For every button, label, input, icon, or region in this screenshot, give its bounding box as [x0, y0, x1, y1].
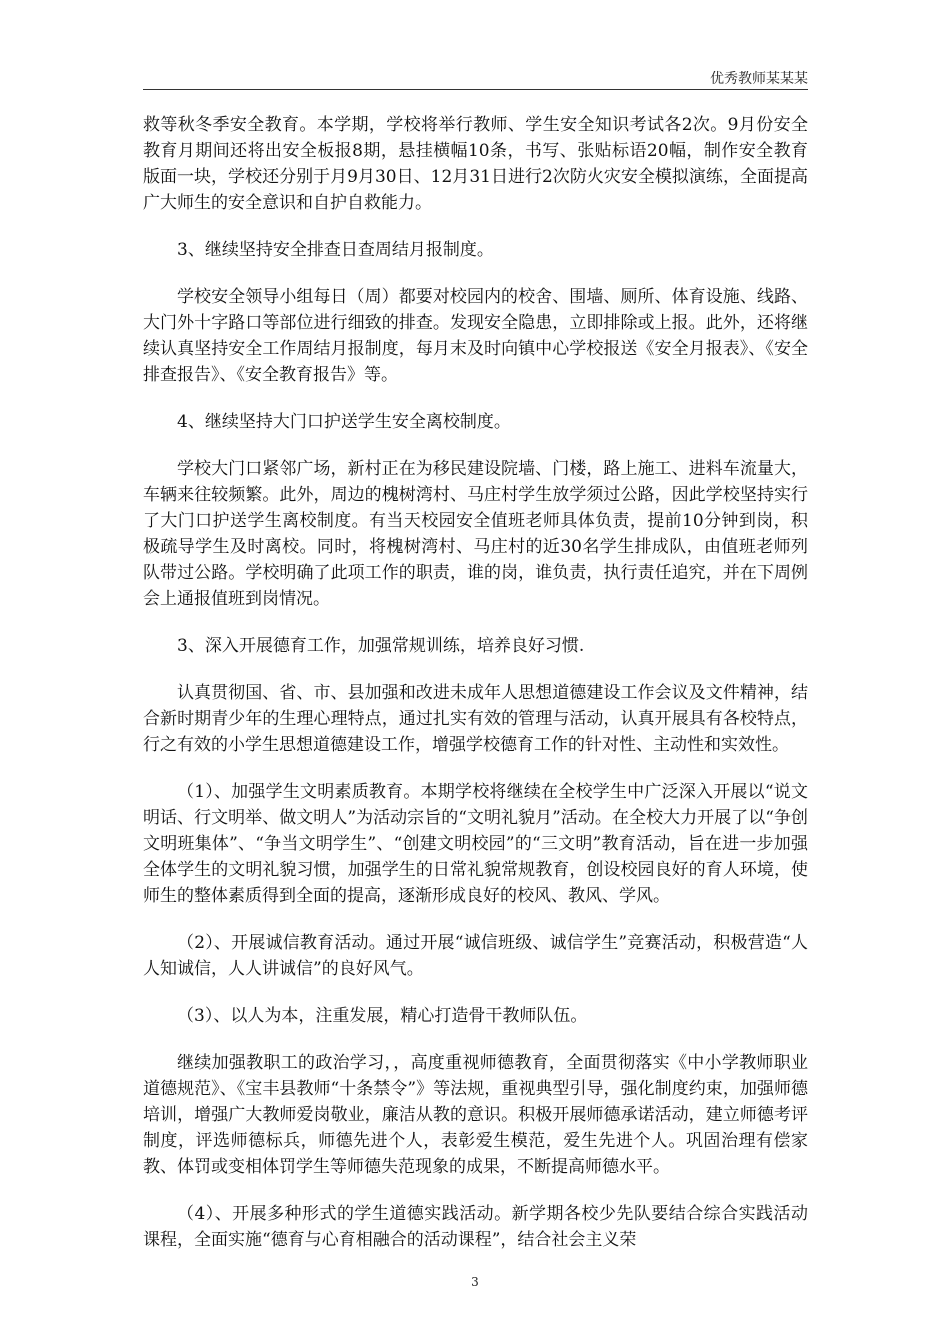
page-header: 优秀教师某某某 [710, 71, 808, 87]
paragraph: （4）、开展多种形式的学生道德实践活动。新学期各校少先队要结合综合实践活动课程，全面实施“德育与心育相融合的活动课程”，结合社会主义荣 [143, 1204, 808, 1250]
section-heading: 3、深入开展德育工作，加强常规训练，培养良好习惯. [177, 636, 585, 656]
section-heading: 3、继续坚持安全排查日查周结月报制度。 [177, 240, 494, 260]
section-heading: 4、继续坚持大门口护送学生安全离校制度。 [177, 412, 511, 432]
paragraph: （1）、加强学生文明素质教育。本期学校将继续在全校学生中广泛深入开展以“说文明话、行文明举、做文明人”为活动宗旨的“文明礼貌月”活动。在全校大力开展了以“争创文明班集体”、“争当文明学生”、“创建文明校园”的“三文明”教育活动，旨在进一步加强全体学生的文明礼貌习惯，加强学生的日常礼貌常规教育，创设校园良好的育人环境，使师生的整体素质得到全面的提高，逐渐形成良好的校风、教风、学风。 [143, 782, 808, 906]
paragraph: 学校大门口紧邻广场，新村正在为移民建设院墙、门楼，路上施工、进料车流量大，车辆来往较频繁。此外，周边的槐树湾村、马庄村学生放学须过公路，因此学校坚持实行了大门口护送学生离校制度。有当天校园安全值班老师具体负责，提前10分钟到岗，积极疏导学生及时离校。同时，将槐树湾村、马庄村的近30名学生排成队，由值班老师列队带过公路。学校明确了此项工作的职责，谁的岗，谁负责，执行责任追究，并在下周例会上通报值班到岗情况。 [143, 459, 808, 609]
document-body [143, 112, 808, 1274]
page-number: 3 [471, 1275, 479, 1289]
paragraph: 继续加强教职工的政治学习，，高度重视师德教育，全面贯彻落实《中小学教师职业道德规范》、《宝丰县教师“十条禁令”》等法规，重视典型引导，强化制度约束，加强师德培训，增强广大教师爱岗敬业，廉洁从教的意识。积极开展师德承诺活动，建立师德考评制度，评选师德标兵，师德先进个人，表彰爱生模范，爱生先进个人。巩固治理有偿家教、体罚或变相体罚学生等师德失范现象的成果，不断提高师德水平。 [143, 1053, 808, 1177]
paragraph: 救等秋冬季安全教育。本学期，学校将举行教师、学生安全知识考试各2次。9月份安全教育月期间还将出安全板报8期，悬挂横幅10条，书写、张贴标语20幅，制作安全教育版面一块，学校还分别于月9月30日、12月31日进行2次防火灾安全模拟演练，全面提高广大师生的安全意识和自护自救能力。 [143, 115, 808, 213]
header-divider [143, 89, 808, 90]
paragraph: （2）、开展诚信教育活动。通过开展“诚信班级、诚信学生”竞赛活动，积极营造“人人知诚信，人人讲诚信”的良好风气。 [143, 933, 808, 979]
section-heading: （3）、以人为本，注重发展，精心打造骨干教师队伍。 [177, 1006, 588, 1026]
paragraph: 认真贯彻国、省、市、县加强和改进未成年人思想道德建设工作会议及文件精神，结合新时期青少年的生理心理特点，通过扎实有效的管理与活动，认真开展具有各校特点，行之有效的小学生思想道德建设工作，增强学校德育工作的针对性、主动性和实效性。 [143, 683, 808, 755]
paragraph: 学校安全领导小组每日（周）都要对校园内的校舍、围墙、厕所、体育设施、线路、大门外十字路口等部位进行细致的排查。发现安全隐患，立即排除或上报。此外，还将继续认真坚持安全工作周结月报制度，每月末及时向镇中心学校报送《安全月报表》、《安全排查报告》、《安全教育报告》等。 [143, 287, 808, 385]
